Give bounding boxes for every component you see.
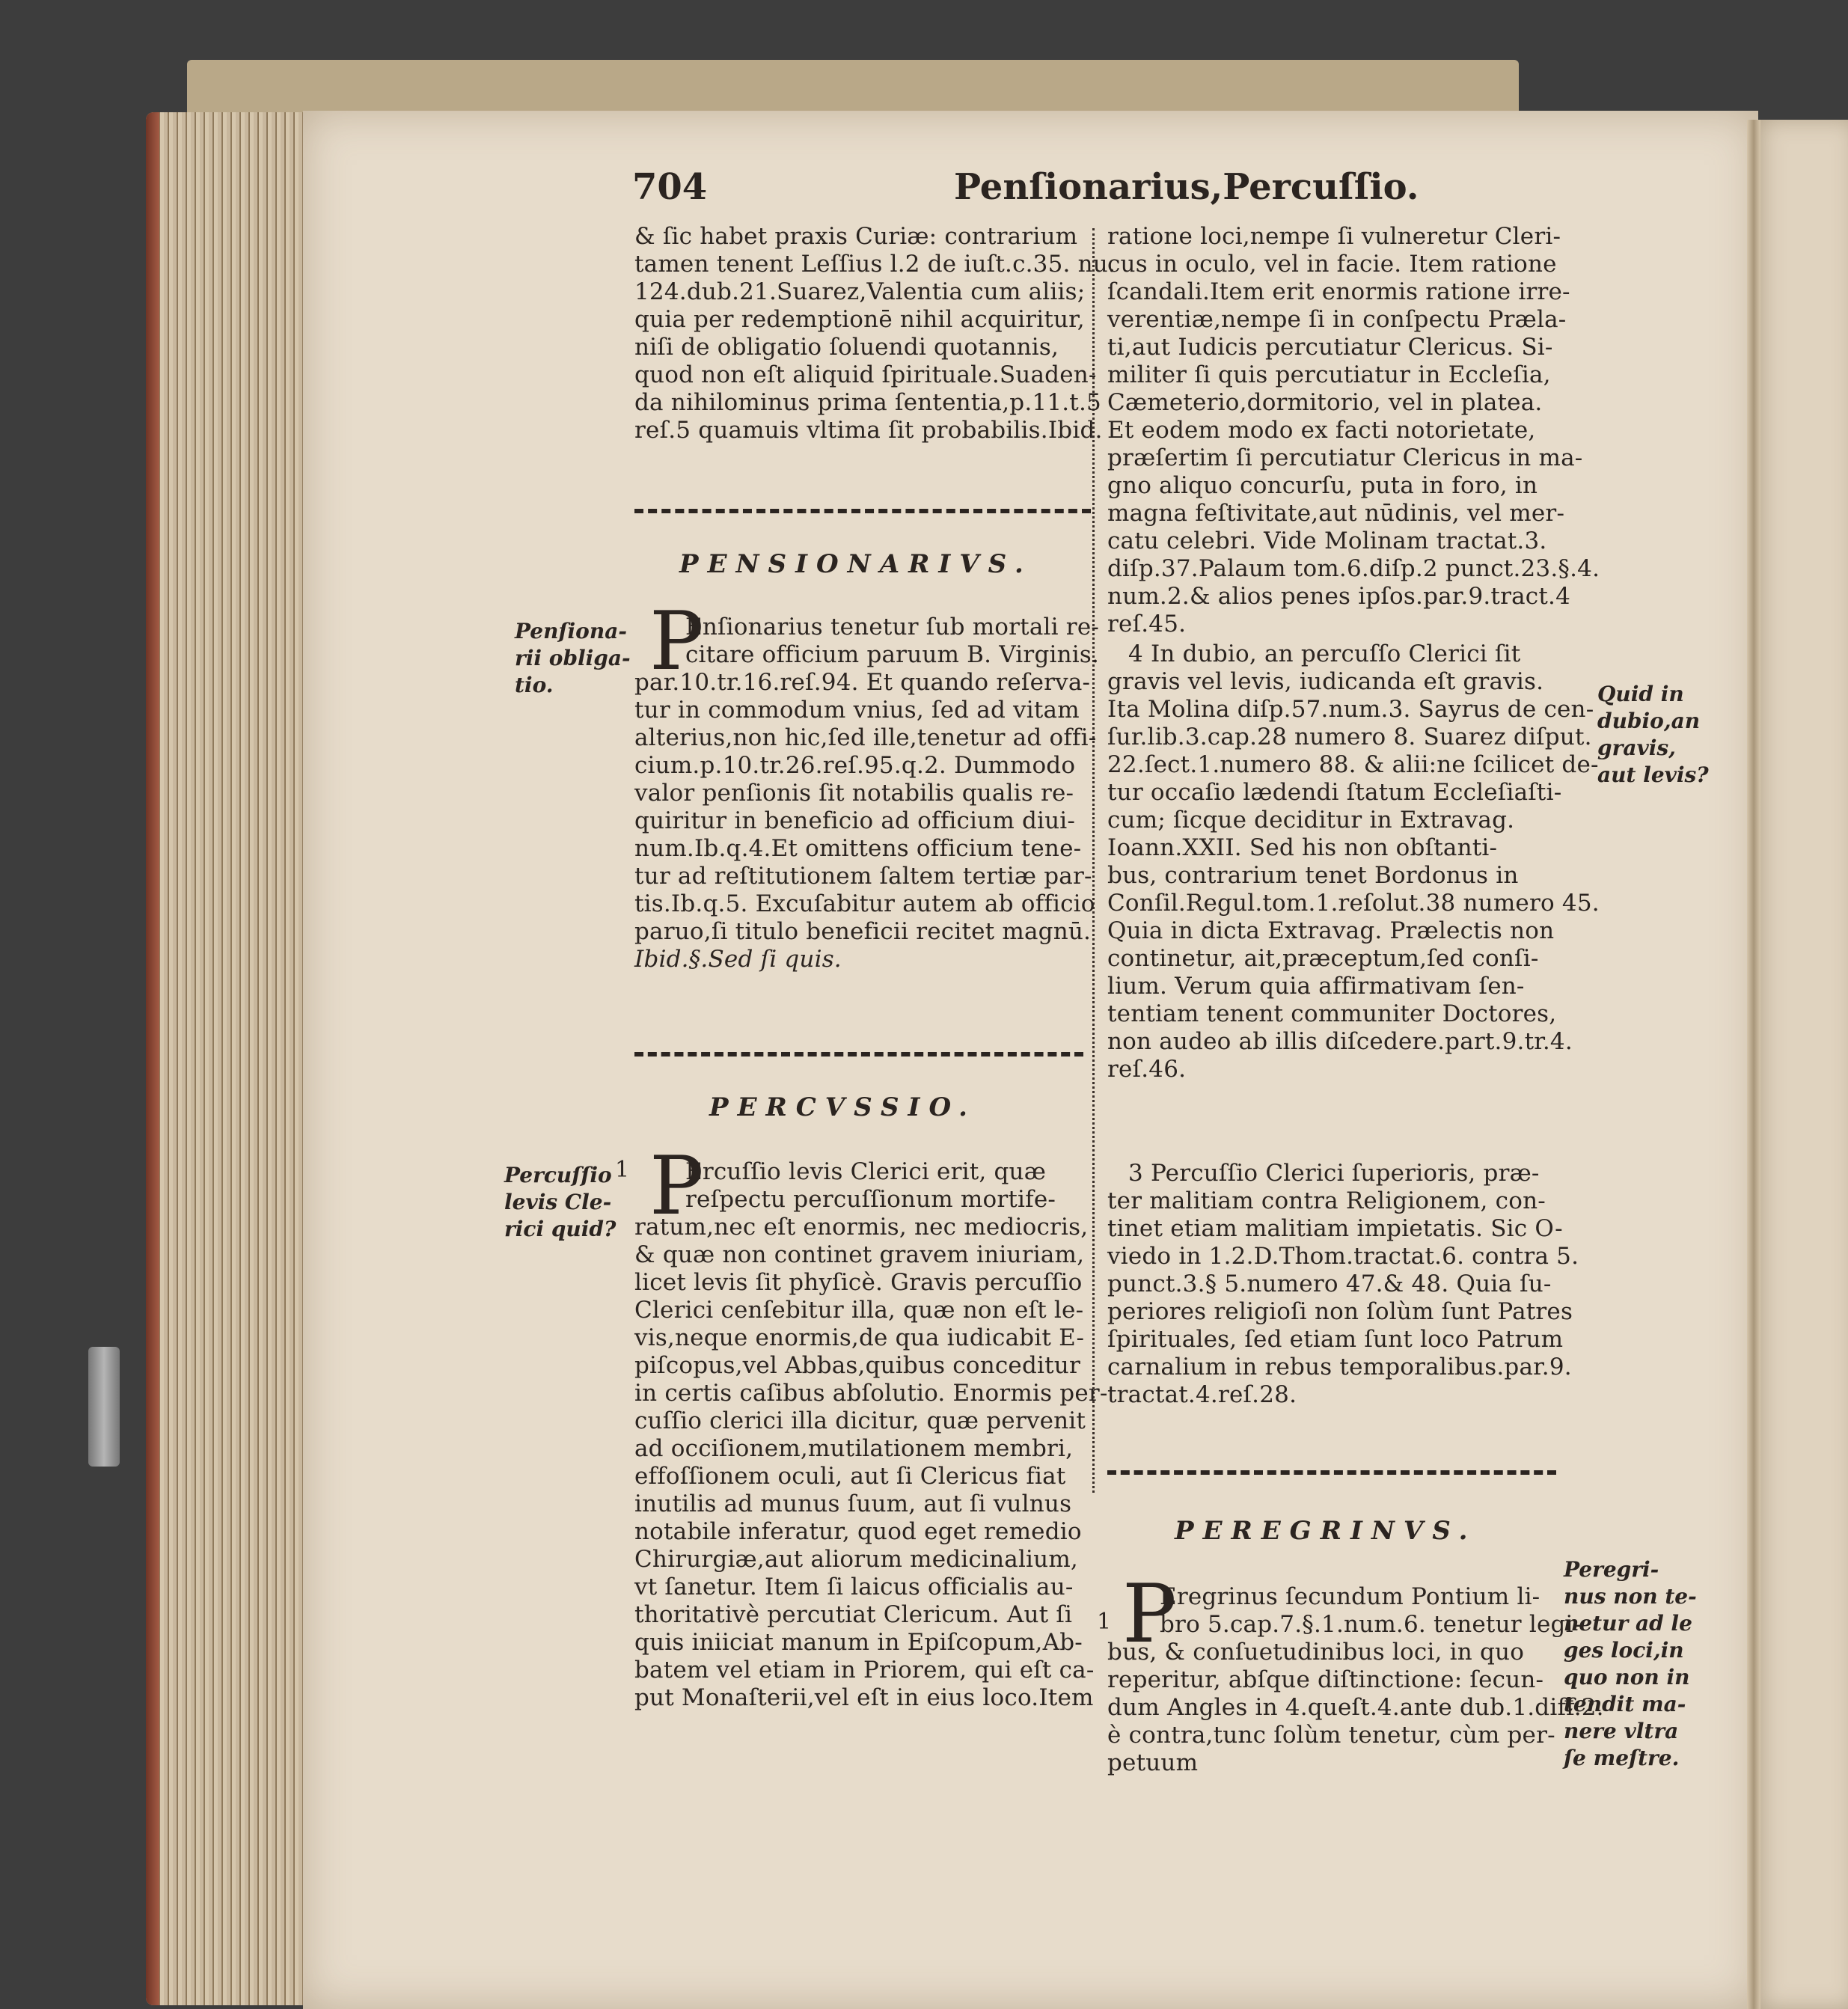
text-line: dum Angles in 4.queſt.4.ante dub.1.diff.2.	[1107, 1694, 1604, 1721]
text-line: valor penſionis ſit notabilis qualis re-	[634, 780, 1074, 807]
margin-note-line: ges loci,in	[1564, 1638, 1684, 1663]
text-line: Eregrinus ſecundum Pontium li-	[1160, 1583, 1540, 1610]
text-line: Quia in dicta Extravag. Prælectis non	[1107, 917, 1555, 944]
facing-page-edge	[1754, 120, 1848, 2009]
text-line: tur occaſio lædendi ſtatum Eccleſiaſti-	[1107, 779, 1562, 806]
text-line: citare officium paruum B. Virginis.	[685, 641, 1100, 668]
section-heading-peregrinus: PEREGRINVS.	[1175, 1516, 1477, 1546]
margin-note-line: Peregri-	[1564, 1557, 1659, 1582]
text-line: tentiam tenent communiter Doctores,	[1107, 1000, 1557, 1027]
margin-note-line: tio.	[515, 673, 554, 697]
text-line: inutilis ad munus ſuum, aut ſi vulnus	[634, 1490, 1072, 1517]
text-line: tamen tenent Leſſius l.2 de iuſt.c.35. nu.	[634, 251, 1116, 278]
text-line: num.Ib.q.4.Et omittens officium tene-	[634, 835, 1082, 862]
margin-note-line: nus non te-	[1564, 1584, 1697, 1609]
text-line: petuum	[1107, 1749, 1199, 1776]
margin-note-line: aut levis?	[1597, 762, 1709, 787]
text-line: militer ſi quis percutiatur in Eccleſia,	[1107, 361, 1551, 388]
text-line: & quæ non continet gravem iniuriam,	[634, 1241, 1085, 1268]
text-line: Ita Molina diſp.57.num.3. Sayrus de cen-	[1107, 696, 1594, 723]
text-line: reperitur, abſque diſtinctione: ſecun-	[1107, 1666, 1544, 1693]
section-rule	[1107, 1470, 1556, 1475]
text-line: Et eodem modo ex facti notorietate,	[1107, 417, 1536, 444]
margin-note-line: quo non in	[1564, 1665, 1690, 1690]
drop-cap: P	[649, 1140, 704, 1233]
text-line: par.10.tr.16.reſ.94. Et quando reſerva-	[634, 669, 1091, 696]
text-line: continetur, ait,præceptum,ſed conſi-	[1107, 945, 1539, 972]
text-line: ti,aut Iudicis percutiatur Clericus. Si-	[1107, 334, 1553, 361]
margin-note-pensionarius	[515, 618, 631, 699]
text-line: gravis vel levis, iudicanda eſt gravis.	[1107, 668, 1544, 695]
text-line: Ioann.XXII. Sed his non obſtanti-	[1107, 834, 1498, 861]
text-line: diſp.37.Palaum tom.6.diſp.2 punct.23.§.4.	[1107, 555, 1600, 582]
text-line: quia per redemptionē nihil acquiritur,	[634, 306, 1085, 333]
text-line: cus in oculo, vel in facie. Item ratione	[1107, 251, 1557, 278]
text-line: effoſſionem oculi, aut ſi Clericus fiat	[634, 1463, 1066, 1490]
margin-note-peregrinus	[1564, 1556, 1697, 1772]
margin-note-dubio	[1597, 681, 1709, 789]
text-line: tis.Ib.q.5. Excuſabitur autem ab officio	[634, 890, 1095, 917]
text-line: vis,neque enormis,de qua iudicabit E-	[634, 1324, 1085, 1351]
text-line: magna feſtivitate,aut nūdinis, vel mer-	[1107, 500, 1565, 527]
text-line: cium.p.10.tr.26.reſ.95.q.2. Dummodo	[634, 752, 1076, 779]
text-line: niſi de obligatio ſoluendi quotannis,	[634, 334, 1059, 361]
margin-note-line: rici quid?	[504, 1217, 616, 1241]
text-line: gno aliquo concurſu, puta in foro, in	[1107, 472, 1538, 499]
text-line: Clerici cenſebitur illa, quæ non eſt le-	[634, 1297, 1084, 1324]
paragraph-number: 1	[615, 1157, 630, 1183]
text-line: lium. Verum quia affirmativam ſen-	[1107, 973, 1525, 1000]
margin-note-line: tendit ma-	[1564, 1692, 1686, 1716]
text-line: non audeo ab illis diſcedere.part.9.tr.4.	[1107, 1028, 1573, 1055]
metal-clasp	[88, 1347, 120, 1467]
text-line: verentiæ,nempe ſi in conſpectu Præla-	[1107, 306, 1567, 333]
margin-note-line: nere vltra	[1564, 1719, 1679, 1743]
text-line: Cæmeterio,dormitorio, vel in platea.	[1107, 389, 1543, 416]
text-line: vt ſanetur. Item ſi laicus officialis au-	[634, 1574, 1074, 1600]
text-line: catu celebri. Vide Molinam tractat.3.	[1107, 528, 1547, 554]
margin-note-line: rii obliga-	[515, 646, 631, 670]
paragraph-number: 1	[1097, 1609, 1112, 1635]
text-line: ter malitiam contra Religionem, con-	[1107, 1187, 1546, 1214]
text-line: è contra,tunc ſolùm tenetur, cùm per-	[1107, 1722, 1555, 1749]
text-line: tractat.4.reſ.28.	[1107, 1381, 1297, 1408]
drop-cap: P	[649, 595, 704, 688]
page-gutter	[1747, 120, 1760, 2009]
text-line: Ibid.§.Sed ſi quis.	[634, 946, 842, 973]
text-line: bus, contrarium tenet Bordonus in	[1107, 862, 1519, 889]
text-line: viedo in 1.2.D.Thom.tractat.6. contra 5.	[1107, 1243, 1579, 1270]
text-line: reſ.5 quamuis vltima ſit probabilis.Ibid.	[634, 417, 1103, 444]
text-line: tur in commodum vnius, ſed ad vitam	[634, 697, 1080, 724]
text-line: reſ.45.	[1107, 611, 1187, 637]
text-line: quis iniiciat manum in Epiſcopum,Ab-	[634, 1629, 1083, 1656]
section-heading-pensionarius: PENSIONARIVS.	[679, 549, 1032, 579]
text-line: reſ.46.	[1107, 1056, 1187, 1083]
margin-note-percussio	[504, 1162, 616, 1243]
drop-cap: P	[1122, 1568, 1177, 1661]
text-line: periores religioſi non ſolùm ſunt Patres	[1107, 1298, 1573, 1325]
margin-note-line: netur ad le	[1564, 1611, 1692, 1636]
text-line: quod non eſt aliquid ſpirituale.Suaden-	[634, 361, 1097, 388]
text-line: piſcopus,vel Abbas,quibus conceditur	[634, 1352, 1080, 1379]
text-line: præſertim ſi percutiatur Clericus in ma-	[1107, 444, 1583, 471]
text-line: Ercuſſio levis Clerici erit, quæ	[685, 1158, 1047, 1185]
text-line: 22.ſect.1.numero 88. & alii:ne ſcilicet de-	[1107, 751, 1599, 778]
text-line: thoritativè percutiat Clericum. Aut ſi	[634, 1601, 1073, 1628]
margin-note-line: Quid in	[1597, 682, 1684, 706]
text-line: bro 5.cap.7.§.1.num.6. tenetur legi-	[1160, 1611, 1582, 1638]
text-line: 124.dub.21.Suarez,Valentia cum aliis;	[634, 278, 1086, 305]
text-line: licet levis ſit phyſicè. Gravis percuſſio	[634, 1269, 1083, 1296]
text-line: alterius,non hic,ſed ille,tenetur ad offi-	[634, 724, 1097, 751]
text-line: ratum,nec eſt enormis, nec mediocris,	[634, 1214, 1089, 1241]
margin-note-line: Percuſſio	[504, 1163, 612, 1187]
red-page-edge	[146, 112, 159, 2005]
text-line: bus, & conſuetudinibus loci, in quo	[1107, 1639, 1525, 1666]
margin-note-line: gravis,	[1597, 736, 1676, 760]
text-line: in certis caſibus abſolutio. Enormis per-	[634, 1380, 1108, 1407]
text-line: reſpectu percuſſionum mortife-	[685, 1186, 1056, 1213]
margin-note-line: Penſiona-	[515, 619, 627, 643]
text-line: Enſionarius tenetur ſub mortali re-	[685, 614, 1100, 640]
text-line: tur ad reſtitutionem ſaltem tertiæ par-	[634, 863, 1092, 890]
text-line: tinet etiam malitiam impietatis. Sic O-	[1107, 1215, 1563, 1242]
text-line: cum; ſicque deciditur in Extravag.	[1107, 807, 1515, 834]
text-line: da nihilominus prima ſententia,p.11.t.5	[634, 389, 1101, 416]
text-line: ratione loci,nempe ſi vulneretur Cleri-	[1107, 223, 1561, 250]
section-rule	[634, 1052, 1083, 1057]
text-line: ſur.lib.3.cap.28 numero 8. Suarez diſput.	[1107, 724, 1592, 750]
text-line: Chirurgiæ,aut aliorum medicinalium,	[634, 1546, 1078, 1573]
text-line: carnalium in rebus temporalibus.par.9.	[1107, 1354, 1572, 1380]
text-line: ſpirituales, ſed etiam ſunt loco Patrum	[1107, 1326, 1564, 1353]
text-line: ſcandali.Item erit enormis ratione irre-	[1107, 278, 1570, 305]
text-line: batem vel etiam in Priorem, qui eſt ca-	[634, 1657, 1095, 1684]
page-number: 704	[632, 166, 708, 208]
text-line: cuſſio clerici illa dicitur, quæ pervenit	[634, 1407, 1086, 1434]
text-line: Conſil.Regul.tom.1.reſolut.38 numero 45.	[1107, 890, 1600, 917]
text-line: put Monaſterii,vel eſt in eius loco.Item	[634, 1684, 1094, 1711]
margin-note-line: dubio,an	[1597, 709, 1701, 733]
running-title: Penſionarius,Percuſſio.	[954, 166, 1419, 208]
text-line: num.2.& alios penes ipſos.par.9.tract.4	[1107, 583, 1570, 610]
text-line: ad occiſionem,mutilationem membri,	[634, 1435, 1074, 1462]
text-line: punct.3.§ 5.numero 47.& 48. Quia ſu-	[1107, 1270, 1552, 1297]
text-line: & ſic habet praxis Curiæ: contrarium	[634, 223, 1078, 250]
margin-note-line: levis Cle-	[504, 1190, 612, 1214]
margin-note-line: ſe meſtre.	[1564, 1746, 1680, 1770]
text-line: 3 Percuſſio Clerici ſuperioris, præ-	[1128, 1160, 1540, 1187]
text-line: 4 In dubio, an percuſſo Clerici ſit	[1128, 640, 1521, 667]
text-line: quiritur in beneficio ad officium diui-	[634, 807, 1076, 834]
text-line: notabile inferatur, quod eget remedio	[634, 1518, 1082, 1545]
text-line: paruo,ſi titulo beneficii recitet magnū.	[634, 918, 1092, 945]
section-heading-percussio: PERCVSSIO.	[709, 1092, 976, 1122]
section-rule	[634, 509, 1091, 513]
